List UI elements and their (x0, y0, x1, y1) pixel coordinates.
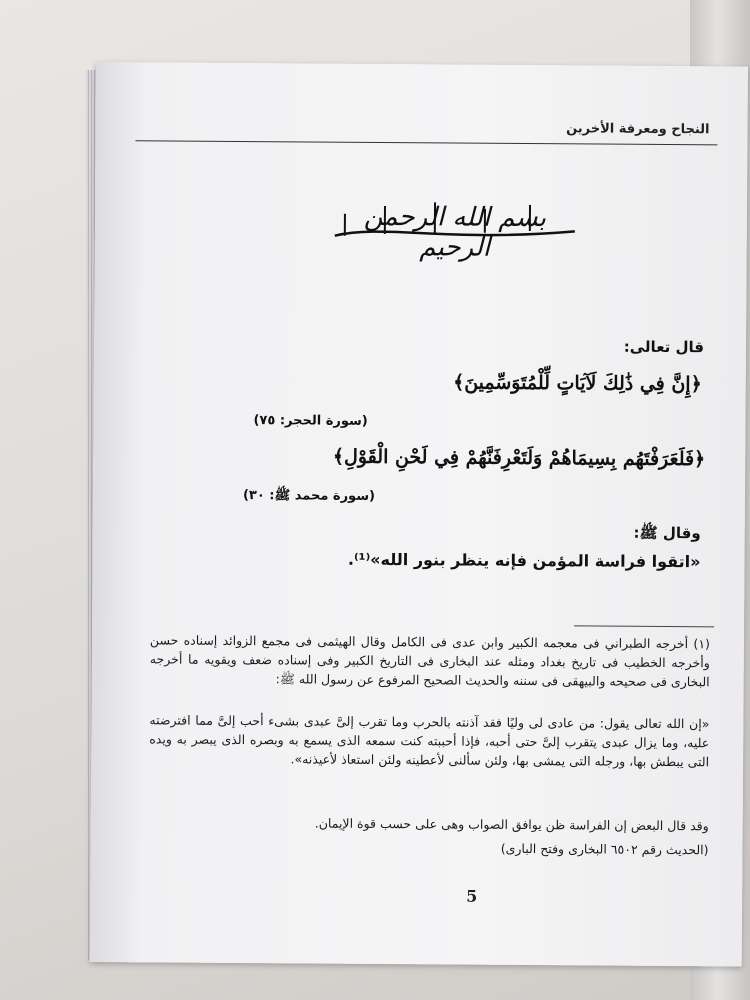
footnote-note: وقد قال البعض إن الفراسة ظن يوافق الصواب وهى على حسب قوة الإيمان. (314, 815, 709, 834)
page-number: 5 (466, 886, 478, 906)
verse-2-reference: (سورة محمد ﷺ: ٣٠) (242, 488, 376, 504)
waqala-label: وقال ﷺ: (633, 523, 701, 543)
header-rule (135, 140, 717, 145)
footnote-1: (١) أخرجه الطبراني فى معجمه الكبير وابن عدى فى الكامل وقال الهيثمى فى مجمع الزوائد إسناده حسن وأخرجه الخطيب فى تاريخ بغداد ومثله عند البخارى فى التاريخ الكبير وفى إسناده ضعف ويقويه ما أخرجه البخارى فى صحيحه والبيهقى فى سننه والحديث الصحيح المرفوع عن رسول الله ﷺ: (149, 632, 711, 690)
qala-label: قال تعالى: (623, 337, 705, 357)
footnote-rule (574, 625, 714, 627)
footnote-hadith-qudsi: «إن الله تعالى يقول: من عادى لى وليًا فقد آذنته بالحرب وما تقرب إلىَّ عبدى بشىء أحب إلىَّ مما افترضته عليه، وما يزال عبدى يتقرب إلىَّ حتى أحبه، فإذا أحببته كنت سمعه الذى يسمع به وبصره الذى يبصر به ويده التى يبطش بها، ورجله التى يمشى بها، ولئن سألنى لأعطينه ولئن استعاذ لأعيذنه». (149, 712, 710, 770)
basmala-calligraphy (325, 184, 585, 263)
basmala-text: بسم الله الرحمن الرحيم (363, 201, 547, 263)
footnote-source: (الحديث رقم ٦٥٠٢ البخارى وفتح البارى) (500, 840, 709, 858)
book-page (90, 62, 748, 967)
running-header: النجاح ومعرفة الأخرين (566, 121, 710, 138)
quran-verse-1: ﴿إِنَّ فِي ذَٰلِكَ لَآيَاتٍ لِّلْمُتَوَسِّمِينَ﴾ (453, 371, 702, 396)
bleed-through-text: ​ (724, 318, 725, 335)
quran-verse-2: ﴿فَلَعَرَفْتَهُم بِسِيمَاهُمْ وَلَتَعْرِفَنَّهُمْ فِي لَحْنِ الْقَوْلِ﴾ (332, 445, 706, 471)
hadith-text: «اتقوا فراسة المؤمن فإنه ينظر بنور الله»⁽¹⁾. (347, 549, 701, 572)
verse-1-reference: (سورة الحجر: ٧٥) (253, 413, 368, 429)
